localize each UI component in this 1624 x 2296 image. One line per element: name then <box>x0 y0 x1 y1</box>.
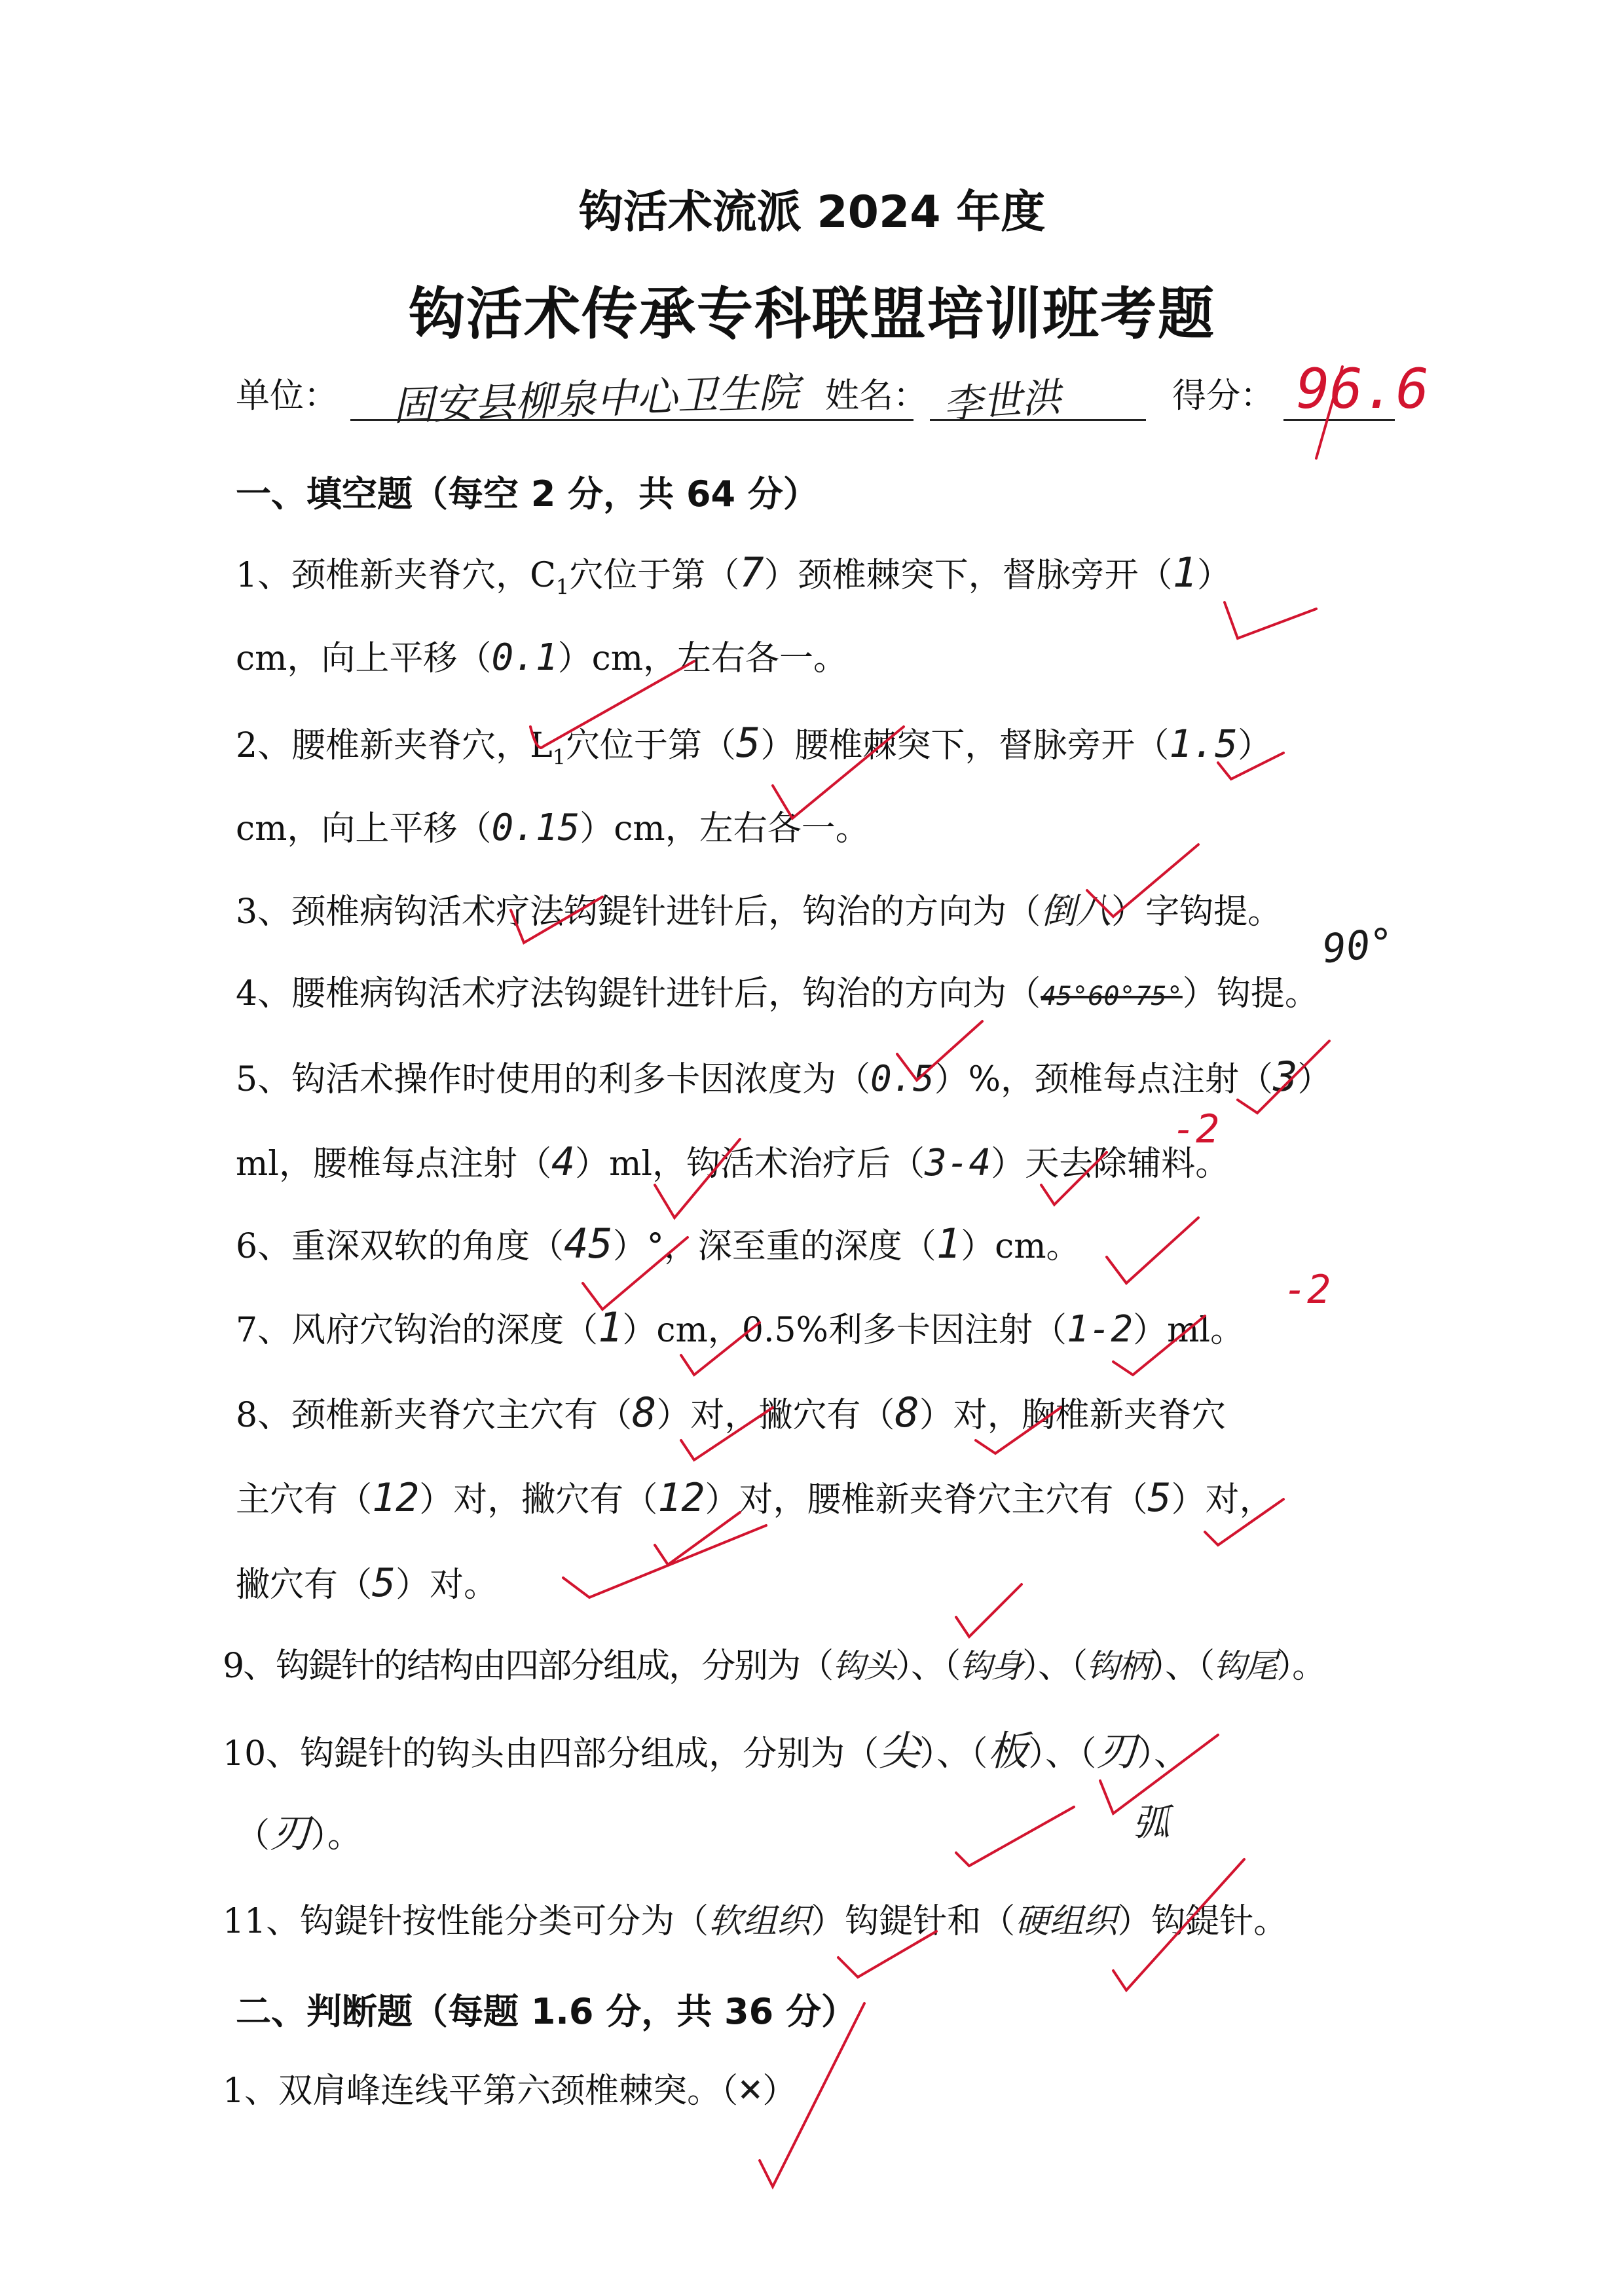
q2-text-d: ） <box>1238 726 1272 765</box>
q5b-text-c: ）天去除辅料。 <box>991 1144 1230 1184</box>
name-value: 李世洪 <box>942 374 1063 429</box>
q8-answer-4: 12 <box>657 1475 705 1521</box>
q1-text-d: ） <box>1196 556 1231 595</box>
q8-answer-1: 8 <box>632 1389 657 1436</box>
score-underline <box>1283 419 1395 421</box>
score-label: 得分： <box>1172 376 1275 416</box>
q8b-text-a: 主穴有（ <box>236 1480 373 1520</box>
unit-label: 单位： <box>236 376 339 416</box>
q9-text-c: ）、（ <box>1022 1647 1087 1686</box>
q5-text-b: ）%，颈椎每点注射（ <box>934 1060 1274 1099</box>
q5-answer-2: 3 <box>1273 1053 1298 1101</box>
q1-answer-3: 0.1 <box>491 636 558 679</box>
q10b-text-b: ）。 <box>310 1816 362 1855</box>
q11-answer-1: 软组织 <box>709 1902 811 1941</box>
q4-answer-correction: 90° <box>1320 919 1396 973</box>
section1-title: 一、填空题（每空 2 分，共 64 分） <box>236 473 819 515</box>
q8-text-c: ）对，胸椎新夹脊穴 <box>919 1396 1226 1435</box>
name-underline <box>930 419 1146 421</box>
q4-answer-struck: 45°60°75° <box>1041 981 1183 1011</box>
q3-text-a: 3、颈椎病钩活术疗法钩鍉针进针后，钩治的方向为（ <box>236 892 1041 932</box>
q1-answer-1: 7 <box>739 549 764 596</box>
q1-line2 <box>236 638 847 678</box>
check-mark-q6b <box>1107 1218 1198 1283</box>
q2-text-c: ）腰椎棘突下，督脉旁开（ <box>760 726 1170 765</box>
q10-line2 <box>236 1809 362 1857</box>
q11-answer-2: 硬组织 <box>1015 1902 1118 1941</box>
q8b-text-d: ）对， <box>1171 1480 1274 1520</box>
q5-line1 <box>236 1053 1332 1101</box>
q5b-text-a: ml，腰椎每点注射（ <box>236 1144 551 1184</box>
section2-title: 二、判断题（每题 1.6 分，共 36 分） <box>236 1991 857 2032</box>
q8-text-b: ）对，撇穴有（ <box>656 1396 895 1435</box>
tf-q1-text-b: ） <box>762 2071 797 2111</box>
unit-value: 固安县柳泉中心卫生院 <box>392 368 800 430</box>
q1b-text-a: cm，向上平移（ <box>236 639 492 678</box>
q5-answer-3: 4 <box>551 1139 576 1185</box>
q8-line2 <box>236 1475 1274 1521</box>
q6-text-b: ）°，深至重的深度（ <box>612 1227 936 1266</box>
q1-answer-2: 1 <box>1172 549 1197 596</box>
q10-text-d: ）、 <box>1137 1734 1189 1774</box>
q9-text-e: ）。 <box>1276 1647 1325 1686</box>
q5-answer-4: 3-4 <box>925 1142 991 1184</box>
q2-answer-2: 1.5 <box>1169 721 1238 766</box>
unit-underline <box>350 419 913 421</box>
q11-line <box>223 1902 1287 1941</box>
q1-line1 <box>236 549 1231 606</box>
q9-text-b: ）、（ <box>895 1647 960 1686</box>
q6-answer-1: 45 <box>564 1220 613 1267</box>
q10b-text-a: （ <box>236 1816 270 1855</box>
q4-text-a: 4、腰椎病钩活术疗法钩鍉针进针后，钩治的方向为（ <box>236 974 1041 1013</box>
q8c-text-b: ）对。 <box>396 1565 498 1605</box>
q3-text-b: ）字钩提。 <box>1111 892 1282 932</box>
q10-line1 <box>223 1727 1189 1775</box>
q6-answer-2: 1 <box>936 1220 961 1267</box>
q9-answer-1: 钩头 <box>832 1647 896 1685</box>
q6-text-c: ）cm。 <box>961 1227 1080 1266</box>
q10-answer-2-second: 弧 <box>1133 1802 1170 1844</box>
q10-answer-1: 尖 <box>879 1727 920 1775</box>
check-mark-q8f <box>956 1584 1022 1637</box>
q10-text-b: ）、（ <box>919 1734 988 1774</box>
q8b-text-b: ）对，撇穴有（ <box>419 1480 658 1520</box>
q7-line <box>236 1303 1245 1351</box>
q1-text-a: 1、颈椎新夹脊穴，C <box>236 556 556 595</box>
q8-line1 <box>236 1389 1226 1436</box>
q10-text-a: 10、钩鍉针的钩头由四部分组成，分别为（ <box>223 1734 879 1774</box>
check-mark-q1 <box>1225 602 1316 638</box>
tf-q1-answer: × <box>738 2064 763 2112</box>
q10-text-c: ）、（ <box>1028 1734 1097 1774</box>
q3-answer: 倒八 <box>1041 890 1112 932</box>
check-mark-q10b <box>956 1807 1074 1866</box>
q5-text-a: 5、钩活术操作时使用的利多卡因浓度为（ <box>236 1060 871 1099</box>
q7-text-a: 7、风府穴钩治的深度（ <box>236 1311 599 1350</box>
q2-sub: 1 <box>552 744 566 770</box>
q10-answer-2: 板 <box>987 1727 1029 1775</box>
q4-text-b: ）钩提。 <box>1182 974 1319 1013</box>
q1-text-c: ）颈椎棘突下，督脉旁开（ <box>764 556 1173 595</box>
q7-score-mark: -2 <box>1283 1267 1331 1313</box>
q2-text-b: 穴位于第（ <box>565 726 736 765</box>
q2-answer-3: 0.15 <box>491 807 580 849</box>
q2b-text-a: cm，向上平移（ <box>236 809 492 848</box>
q9-text-d: ）、（ <box>1149 1647 1214 1686</box>
q1-text-b: 穴位于第（ <box>569 556 740 595</box>
q5-score-mark: -2 <box>1172 1106 1220 1152</box>
q6-text-a: 6、重深双软的角度（ <box>236 1227 564 1266</box>
q7-answer-1: 1 <box>598 1303 623 1351</box>
q7-text-c: ）ml。 <box>1133 1311 1245 1350</box>
q8-answer-5: 5 <box>1147 1475 1172 1521</box>
title-line-2: 钩活术传承专科联盟培训班考题 <box>409 282 1215 347</box>
q7-answer-2: 1-2 <box>1066 1308 1134 1351</box>
q4-line <box>236 974 1319 1016</box>
q7-text-b: ）cm，0.5%利多卡因注射（ <box>622 1311 1067 1350</box>
tf-q1-line <box>223 2064 797 2112</box>
q11-text-b: ）钩鍉针和（ <box>811 1902 1016 1941</box>
q2b-text-b: ）cm，左右各一。 <box>580 809 870 848</box>
q2-line1 <box>236 719 1272 776</box>
score-value: 96.6 <box>1297 357 1430 421</box>
q9-text-a: 9、钩鍉针的结构由四部分组成，分别为（ <box>223 1647 833 1686</box>
q2-answer-1: 5 <box>736 719 761 767</box>
name-label: 姓名： <box>825 376 928 416</box>
q9-answer-4: 钩尾 <box>1213 1647 1277 1685</box>
q9-answer-2: 钩身 <box>959 1647 1023 1685</box>
q5-line2 <box>236 1139 1230 1185</box>
q2-text-a: 2、腰椎新夹脊穴，L <box>236 726 553 765</box>
q10-answer-4: 刃 <box>270 1809 311 1857</box>
q5b-text-b: ）ml，钩活术治疗后（ <box>575 1144 925 1184</box>
tf-q1-text-a: 1、双肩峰连线平第六颈椎棘突。（ <box>223 2071 739 2111</box>
q2-line2 <box>236 809 870 848</box>
q1b-text-b: ）cm，左右各一。 <box>557 639 848 678</box>
q10-answer-3: 刃 <box>1096 1727 1137 1775</box>
check-mark-q8e <box>563 1525 766 1597</box>
q8b-text-c: ）对，腰椎新夹脊穴主穴有（ <box>705 1480 1148 1520</box>
q3-line <box>236 892 1282 932</box>
q5-text-c: ） <box>1297 1060 1332 1099</box>
q8-answer-6: 5 <box>372 1560 396 1606</box>
q11-text-a: 11、钩鍉针按性能分类可分为（ <box>223 1902 709 1941</box>
q8-line3 <box>236 1560 498 1606</box>
q9-answer-3: 钩柄 <box>1086 1647 1150 1685</box>
q6-line <box>236 1220 1080 1267</box>
q11-text-c: ）钩鍉针。 <box>1117 1902 1288 1941</box>
q8-answer-3: 12 <box>372 1475 420 1521</box>
q8c-text-a: 撇穴有（ <box>236 1565 373 1605</box>
title-line-1: 钩活术流派 2024 年度 <box>578 187 1046 238</box>
q8-answer-2: 8 <box>895 1389 919 1436</box>
q9-line <box>223 1647 1325 1686</box>
q1-sub: 1 <box>555 574 570 600</box>
q5-answer-1: 0.5 <box>870 1058 934 1099</box>
q8-text-a: 8、颈椎新夹脊穴主穴有（ <box>236 1396 633 1435</box>
